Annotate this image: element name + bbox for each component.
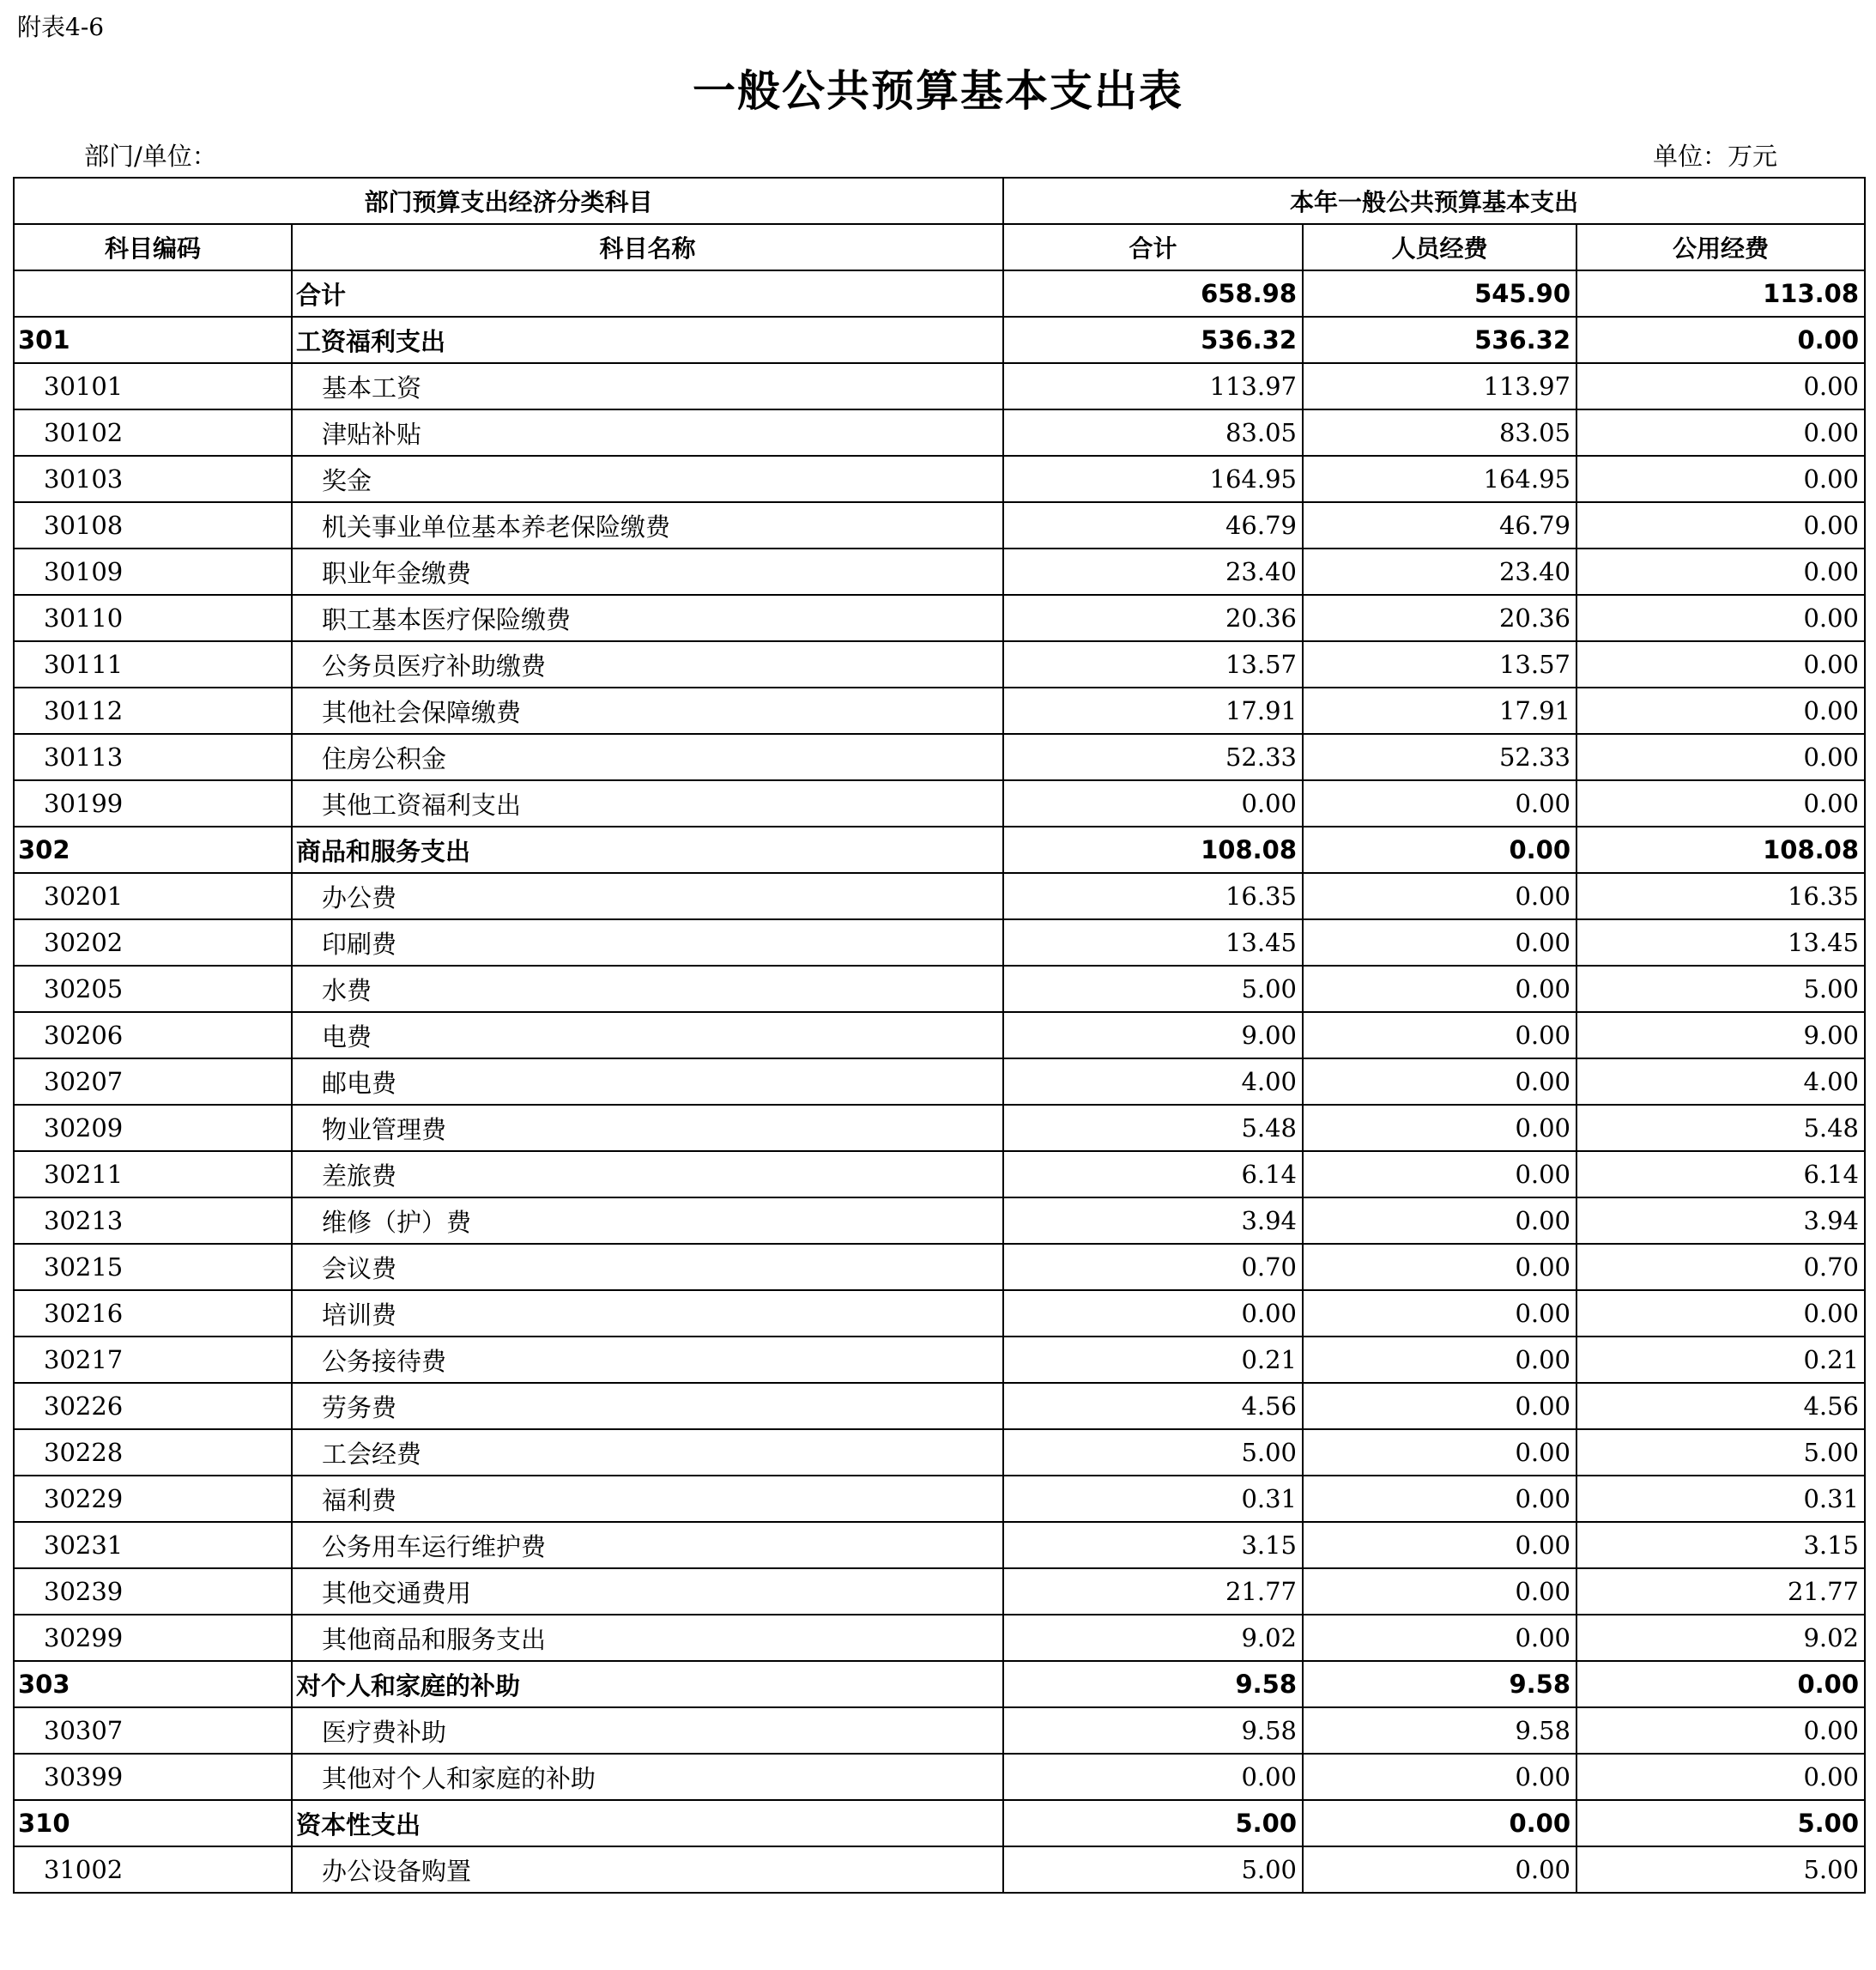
cell-name: 医疗费补助 — [292, 1707, 1003, 1754]
cell-public: 9.00 — [1576, 1012, 1865, 1058]
cell-personnel: 113.97 — [1303, 363, 1576, 409]
cell-name: 公务员医疗补助缴费 — [292, 641, 1003, 688]
page-title: 一般公共预算基本支出表 — [693, 66, 1183, 116]
cell-personnel: 9.58 — [1303, 1707, 1576, 1754]
cell-code: 30239 — [14, 1568, 292, 1615]
cell-total: 5.00 — [1003, 1429, 1303, 1476]
cell-personnel: 46.79 — [1303, 502, 1576, 549]
cell-name: 其他工资福利支出 — [292, 780, 1003, 827]
cell-total: 5.48 — [1003, 1105, 1303, 1151]
cell-name: 其他商品和服务支出 — [292, 1615, 1003, 1661]
cell-public: 0.00 — [1576, 456, 1865, 502]
cell-public: 5.00 — [1576, 1800, 1865, 1846]
cell-code: 30215 — [14, 1244, 292, 1290]
cell-public: 4.00 — [1576, 1058, 1865, 1105]
cell-code: 302 — [14, 827, 292, 873]
cell-name: 物业管理费 — [292, 1105, 1003, 1151]
cell-name: 职业年金缴费 — [292, 549, 1003, 595]
table-row — [14, 1244, 1865, 1290]
cell-code: 30307 — [14, 1707, 292, 1754]
cell-total: 5.00 — [1003, 1846, 1303, 1893]
cell-public: 0.31 — [1576, 1476, 1865, 1522]
cell-code: 30201 — [14, 873, 292, 919]
group-header-expenditure: 本年一般公共预算基本支出 — [1003, 178, 1865, 224]
cell-code: 30199 — [14, 780, 292, 827]
cell-name: 劳务费 — [292, 1383, 1003, 1429]
table-row — [14, 595, 1865, 641]
cell-public: 0.70 — [1576, 1244, 1865, 1290]
cell-code: 30399 — [14, 1754, 292, 1800]
cell-name: 电费 — [292, 1012, 1003, 1058]
table-row — [14, 641, 1865, 688]
cell-total: 20.36 — [1003, 595, 1303, 641]
department-label: 部门/单位： — [84, 142, 217, 171]
cell-code: 30217 — [14, 1337, 292, 1383]
cell-code: 30111 — [14, 641, 292, 688]
table-row — [14, 1476, 1865, 1522]
table-row — [14, 1754, 1865, 1800]
cell-public: 0.00 — [1576, 549, 1865, 595]
cell-personnel: 23.40 — [1303, 549, 1576, 595]
cell-public: 0.00 — [1576, 363, 1865, 409]
cell-personnel: 0.00 — [1303, 780, 1576, 827]
table-row — [14, 1151, 1865, 1197]
cell-personnel: 0.00 — [1303, 1012, 1576, 1058]
cell-code: 301 — [14, 317, 292, 363]
table-row-category — [14, 1800, 1865, 1846]
cell-code: 30202 — [14, 919, 292, 966]
cell-total: 0.00 — [1003, 1754, 1303, 1800]
cell-personnel: 13.57 — [1303, 641, 1576, 688]
cell-personnel: 0.00 — [1303, 1476, 1576, 1522]
table-row — [14, 966, 1865, 1012]
cell-public: 108.08 — [1576, 827, 1865, 873]
cell-public: 0.00 — [1576, 734, 1865, 780]
table-row-category — [14, 1661, 1865, 1707]
cell-public: 0.00 — [1576, 688, 1865, 734]
cell-personnel: 0.00 — [1303, 1337, 1576, 1383]
cell-name: 合计 — [292, 270, 1003, 317]
cell-code: 30108 — [14, 502, 292, 549]
cell-code: 30299 — [14, 1615, 292, 1661]
cell-total: 3.94 — [1003, 1197, 1303, 1244]
cell-total: 6.14 — [1003, 1151, 1303, 1197]
cell-total: 536.32 — [1003, 317, 1303, 363]
cell-total: 4.56 — [1003, 1383, 1303, 1429]
cell-name: 基本工资 — [292, 363, 1003, 409]
cell-name: 其他社会保障缴费 — [292, 688, 1003, 734]
cell-name: 奖金 — [292, 456, 1003, 502]
cell-total: 21.77 — [1003, 1568, 1303, 1615]
cell-personnel: 0.00 — [1303, 1383, 1576, 1429]
cell-total: 658.98 — [1003, 270, 1303, 317]
cell-name: 公务接待费 — [292, 1337, 1003, 1383]
cell-total: 13.57 — [1003, 641, 1303, 688]
cell-total: 0.21 — [1003, 1337, 1303, 1383]
cell-public: 5.48 — [1576, 1105, 1865, 1151]
table-row — [14, 1429, 1865, 1476]
table-row — [14, 1615, 1865, 1661]
group-header-classification: 部门预算支出经济分类科目 — [14, 178, 1003, 224]
cell-name: 其他对个人和家庭的补助 — [292, 1754, 1003, 1800]
table-row — [14, 409, 1865, 456]
table-row — [14, 688, 1865, 734]
cell-code: 30226 — [14, 1383, 292, 1429]
cell-name: 会议费 — [292, 1244, 1003, 1290]
table-row — [14, 1846, 1865, 1893]
cell-name: 公务用车运行维护费 — [292, 1522, 1003, 1568]
column-header-personnel: 人员经费 — [1303, 224, 1576, 270]
cell-public: 16.35 — [1576, 873, 1865, 919]
table-row — [14, 1337, 1865, 1383]
cell-code: 30101 — [14, 363, 292, 409]
attachment-label: 附表4-6 — [17, 13, 105, 41]
table-row-category — [14, 270, 1865, 317]
table-row — [14, 734, 1865, 780]
cell-total: 83.05 — [1003, 409, 1303, 456]
cell-code: 30110 — [14, 595, 292, 641]
cell-name: 差旅费 — [292, 1151, 1003, 1197]
cell-public: 0.21 — [1576, 1337, 1865, 1383]
cell-name: 水费 — [292, 966, 1003, 1012]
cell-personnel: 0.00 — [1303, 1846, 1576, 1893]
cell-public: 0.00 — [1576, 409, 1865, 456]
cell-code: 30209 — [14, 1105, 292, 1151]
cell-public: 6.14 — [1576, 1151, 1865, 1197]
table-row — [14, 873, 1865, 919]
table-row — [14, 1058, 1865, 1105]
cell-code: 30231 — [14, 1522, 292, 1568]
cell-total: 23.40 — [1003, 549, 1303, 595]
cell-name: 工资福利支出 — [292, 317, 1003, 363]
cell-personnel: 0.00 — [1303, 1105, 1576, 1151]
cell-name: 住房公积金 — [292, 734, 1003, 780]
cell-total: 13.45 — [1003, 919, 1303, 966]
cell-total: 113.97 — [1003, 363, 1303, 409]
cell-public: 5.00 — [1576, 966, 1865, 1012]
cell-public: 21.77 — [1576, 1568, 1865, 1615]
cell-total: 9.58 — [1003, 1707, 1303, 1754]
cell-public: 5.00 — [1576, 1429, 1865, 1476]
cell-code — [14, 270, 292, 317]
cell-total: 108.08 — [1003, 827, 1303, 873]
table-row — [14, 1290, 1865, 1337]
table-row — [14, 456, 1865, 502]
cell-code: 31002 — [14, 1846, 292, 1893]
cell-total: 9.02 — [1003, 1615, 1303, 1661]
cell-personnel: 0.00 — [1303, 1568, 1576, 1615]
cell-code: 30205 — [14, 966, 292, 1012]
cell-personnel: 0.00 — [1303, 1151, 1576, 1197]
cell-personnel: 545.90 — [1303, 270, 1576, 317]
table-row — [14, 780, 1865, 827]
cell-name: 印刷费 — [292, 919, 1003, 966]
cell-name: 商品和服务支出 — [292, 827, 1003, 873]
cell-code: 30229 — [14, 1476, 292, 1522]
cell-total: 0.00 — [1003, 780, 1303, 827]
cell-public: 0.00 — [1576, 1290, 1865, 1337]
cell-code: 30113 — [14, 734, 292, 780]
cell-name: 工会经费 — [292, 1429, 1003, 1476]
cell-personnel: 0.00 — [1303, 1800, 1576, 1846]
cell-name: 津贴补贴 — [292, 409, 1003, 456]
cell-total: 16.35 — [1003, 873, 1303, 919]
cell-public: 13.45 — [1576, 919, 1865, 966]
budget-table — [13, 177, 1866, 1894]
cell-personnel: 9.58 — [1303, 1661, 1576, 1707]
cell-code: 30207 — [14, 1058, 292, 1105]
cell-personnel: 0.00 — [1303, 1058, 1576, 1105]
cell-code: 30213 — [14, 1197, 292, 1244]
table-row — [14, 1522, 1865, 1568]
cell-code: 30102 — [14, 409, 292, 456]
cell-name: 机关事业单位基本养老保险缴费 — [292, 502, 1003, 549]
table-row — [14, 1707, 1865, 1754]
cell-public: 3.94 — [1576, 1197, 1865, 1244]
cell-public: 0.00 — [1576, 595, 1865, 641]
cell-code: 30216 — [14, 1290, 292, 1337]
cell-code: 30228 — [14, 1429, 292, 1476]
group-header-row — [14, 178, 1865, 224]
cell-public: 0.00 — [1576, 780, 1865, 827]
cell-name: 办公费 — [292, 873, 1003, 919]
column-header-code: 科目编码 — [14, 224, 292, 270]
cell-personnel: 0.00 — [1303, 1244, 1576, 1290]
table-row — [14, 1105, 1865, 1151]
column-header-row — [14, 224, 1865, 270]
cell-total: 3.15 — [1003, 1522, 1303, 1568]
cell-public: 3.15 — [1576, 1522, 1865, 1568]
cell-public: 113.08 — [1576, 270, 1865, 317]
cell-personnel: 83.05 — [1303, 409, 1576, 456]
cell-public: 0.00 — [1576, 641, 1865, 688]
cell-code: 30206 — [14, 1012, 292, 1058]
cell-total: 5.00 — [1003, 1800, 1303, 1846]
cell-personnel: 20.36 — [1303, 595, 1576, 641]
unit-label: 单位：万元 — [1652, 142, 1777, 171]
cell-name: 对个人和家庭的补助 — [292, 1661, 1003, 1707]
cell-personnel: 52.33 — [1303, 734, 1576, 780]
cell-total: 9.58 — [1003, 1661, 1303, 1707]
cell-public: 4.56 — [1576, 1383, 1865, 1429]
cell-public: 0.00 — [1576, 1707, 1865, 1754]
cell-public: 5.00 — [1576, 1846, 1865, 1893]
cell-code: 310 — [14, 1800, 292, 1846]
cell-code: 30103 — [14, 456, 292, 502]
cell-name: 办公设备购置 — [292, 1846, 1003, 1893]
table-row — [14, 919, 1865, 966]
cell-code: 303 — [14, 1661, 292, 1707]
cell-name: 邮电费 — [292, 1058, 1003, 1105]
cell-name: 维修（护）费 — [292, 1197, 1003, 1244]
cell-personnel: 0.00 — [1303, 1615, 1576, 1661]
cell-name: 其他交通费用 — [292, 1568, 1003, 1615]
table-row-category — [14, 317, 1865, 363]
cell-public: 9.02 — [1576, 1615, 1865, 1661]
cell-personnel: 0.00 — [1303, 1754, 1576, 1800]
cell-public: 0.00 — [1576, 1754, 1865, 1800]
cell-name: 资本性支出 — [292, 1800, 1003, 1846]
cell-total: 46.79 — [1003, 502, 1303, 549]
cell-code: 30109 — [14, 549, 292, 595]
table-row — [14, 549, 1865, 595]
cell-total: 17.91 — [1003, 688, 1303, 734]
cell-personnel: 0.00 — [1303, 919, 1576, 966]
cell-total: 5.00 — [1003, 966, 1303, 1012]
cell-public: 0.00 — [1576, 1661, 1865, 1707]
cell-personnel: 17.91 — [1303, 688, 1576, 734]
cell-total: 164.95 — [1003, 456, 1303, 502]
cell-personnel: 0.00 — [1303, 1197, 1576, 1244]
cell-code: 30112 — [14, 688, 292, 734]
cell-code: 30211 — [14, 1151, 292, 1197]
cell-public: 0.00 — [1576, 502, 1865, 549]
cell-personnel: 0.00 — [1303, 873, 1576, 919]
column-header-total: 合计 — [1003, 224, 1303, 270]
cell-total: 52.33 — [1003, 734, 1303, 780]
table-row — [14, 1383, 1865, 1429]
cell-name: 福利费 — [292, 1476, 1003, 1522]
cell-personnel: 0.00 — [1303, 1429, 1576, 1476]
column-header-name: 科目名称 — [292, 224, 1003, 270]
table-row — [14, 1568, 1865, 1615]
cell-name: 培训费 — [292, 1290, 1003, 1337]
column-header-public: 公用经费 — [1576, 224, 1865, 270]
cell-public: 0.00 — [1576, 317, 1865, 363]
cell-personnel: 0.00 — [1303, 827, 1576, 873]
table-row — [14, 1197, 1865, 1244]
cell-personnel: 536.32 — [1303, 317, 1576, 363]
cell-personnel: 164.95 — [1303, 456, 1576, 502]
cell-total: 0.31 — [1003, 1476, 1303, 1522]
table-row — [14, 363, 1865, 409]
cell-total: 9.00 — [1003, 1012, 1303, 1058]
table-row — [14, 1012, 1865, 1058]
cell-total: 4.00 — [1003, 1058, 1303, 1105]
cell-name: 职工基本医疗保险缴费 — [292, 595, 1003, 641]
cell-total: 0.70 — [1003, 1244, 1303, 1290]
cell-personnel: 0.00 — [1303, 1290, 1576, 1337]
cell-personnel: 0.00 — [1303, 966, 1576, 1012]
table-row — [14, 502, 1865, 549]
cell-total: 0.00 — [1003, 1290, 1303, 1337]
table-row-category — [14, 827, 1865, 873]
cell-personnel: 0.00 — [1303, 1522, 1576, 1568]
